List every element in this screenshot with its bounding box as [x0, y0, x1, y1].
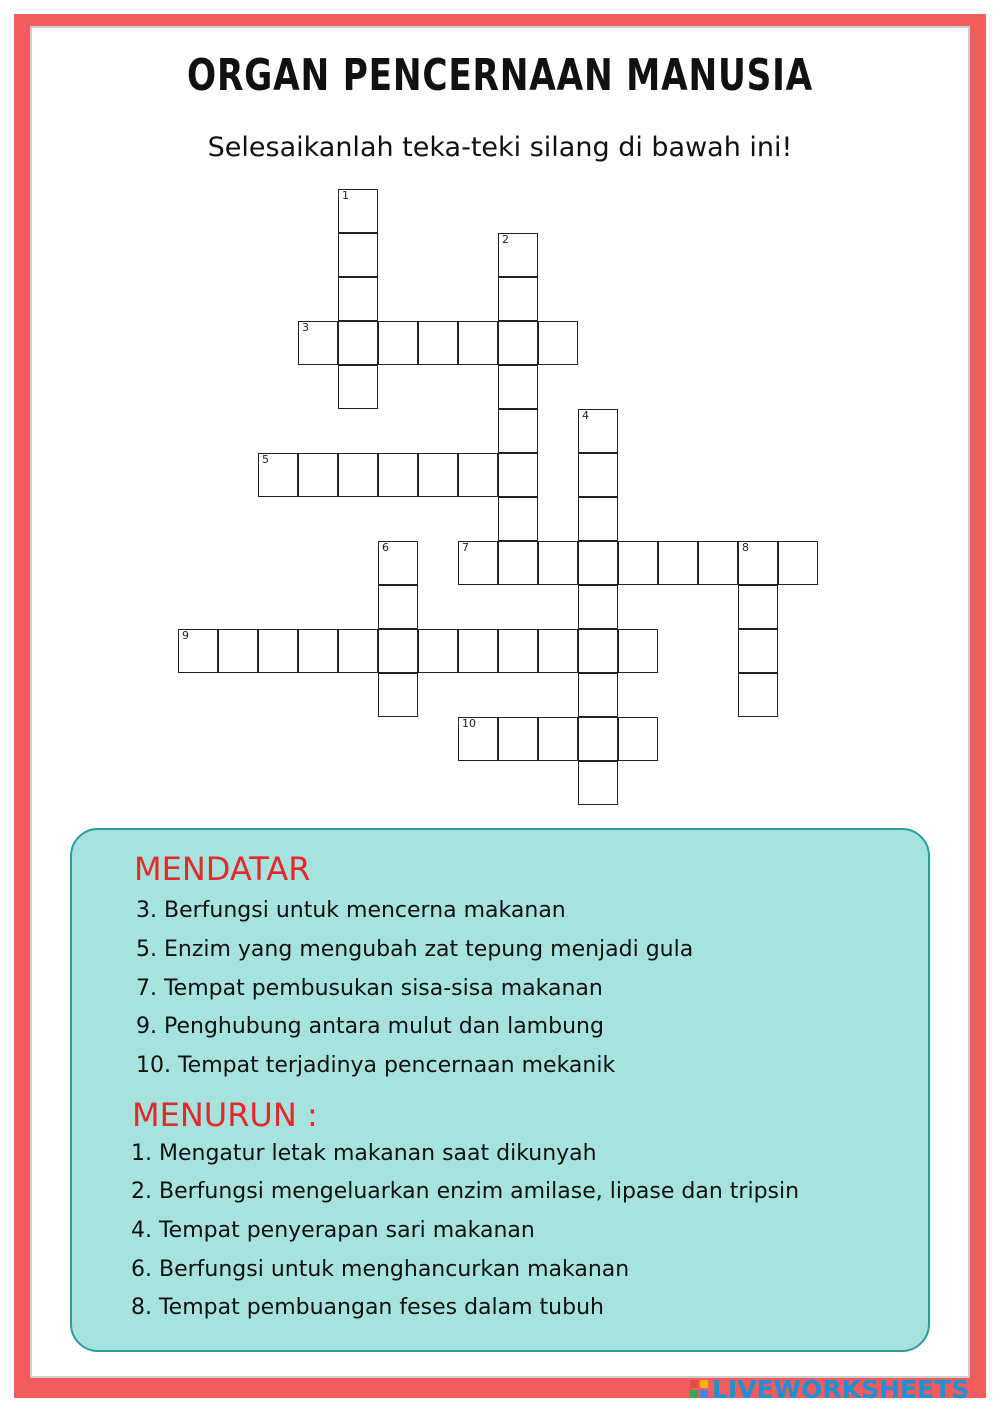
cell-number: 2 — [502, 233, 509, 246]
crossword-cell[interactable] — [578, 629, 618, 673]
crossword-cell[interactable] — [578, 541, 618, 585]
across-clue-7: 7. Tempat pembusukan sisa-sisa makanan — [136, 976, 603, 1001]
across-clue-5: 5. Enzim yang mengubah zat tepung menjadi gula — [136, 937, 694, 962]
crossword-cell[interactable] — [578, 717, 618, 761]
crossword-cell[interactable] — [578, 673, 618, 717]
crossword-cell[interactable] — [498, 233, 538, 277]
crossword-cell[interactable] — [498, 497, 538, 541]
crossword-cell[interactable] — [498, 541, 538, 585]
crossword-cell[interactable] — [378, 673, 418, 717]
cell-number: 1 — [342, 189, 349, 202]
crossword-cell[interactable] — [338, 365, 378, 409]
crossword-cell[interactable] — [498, 453, 538, 497]
crossword-cell[interactable] — [418, 629, 458, 673]
crossword-cell[interactable] — [738, 629, 778, 673]
crossword-cell[interactable] — [338, 277, 378, 321]
crossword-cell[interactable] — [218, 629, 258, 673]
crossword-cell[interactable] — [378, 585, 418, 629]
crossword-cell[interactable] — [738, 585, 778, 629]
crossword-cell[interactable] — [338, 453, 378, 497]
crossword-cell[interactable] — [458, 541, 498, 585]
crossword-cell[interactable] — [258, 629, 298, 673]
liveworksheets-logo-icon — [690, 1380, 708, 1398]
crossword-cell[interactable] — [538, 717, 578, 761]
down-clue-6: 6. Berfungsi untuk menghancurkan makanan — [131, 1257, 630, 1282]
crossword-cell[interactable] — [618, 717, 658, 761]
crossword-cell[interactable] — [458, 321, 498, 365]
crossword-cell[interactable] — [778, 541, 818, 585]
crossword-cell[interactable] — [538, 629, 578, 673]
down-clue-4: 4. Tempat penyerapan sari makanan — [131, 1218, 535, 1243]
across-clue-10: 10. Tempat terjadinya pencernaan mekanik — [136, 1053, 616, 1078]
cell-number: 8 — [742, 541, 749, 554]
crossword-cell[interactable] — [578, 453, 618, 497]
crossword-cell[interactable] — [738, 673, 778, 717]
crossword-cell[interactable] — [298, 453, 338, 497]
crossword-cell[interactable] — [258, 453, 298, 497]
crossword-cell[interactable] — [498, 321, 538, 365]
crossword-cell[interactable] — [498, 409, 538, 453]
crossword-cell[interactable] — [738, 541, 778, 585]
crossword-cell[interactable] — [458, 717, 498, 761]
crossword-cell[interactable] — [338, 321, 378, 365]
down-clue-8: 8. Tempat pembuangan feses dalam tubuh — [131, 1295, 604, 1320]
crossword-cell[interactable] — [498, 277, 538, 321]
crossword-cell[interactable] — [498, 365, 538, 409]
liveworksheets-logo[interactable] — [690, 1372, 969, 1406]
crossword-cell[interactable] — [658, 541, 698, 585]
cell-number: 5 — [262, 453, 269, 466]
crossword-cell[interactable] — [498, 629, 538, 673]
cell-number: 4 — [582, 409, 589, 422]
crossword-cell[interactable] — [378, 453, 418, 497]
down-heading: MENURUN : — [132, 1096, 318, 1134]
crossword-cell[interactable] — [338, 233, 378, 277]
crossword-cell[interactable] — [378, 541, 418, 585]
crossword-cell[interactable] — [458, 453, 498, 497]
crossword-cell[interactable] — [538, 321, 578, 365]
crossword-cell[interactable] — [578, 761, 618, 805]
cell-number: 3 — [302, 321, 309, 334]
crossword-cell[interactable] — [458, 629, 498, 673]
crossword-cell[interactable] — [498, 717, 538, 761]
down-clue-1: 1. Mengatur letak makanan saat dikunyah — [131, 1141, 597, 1166]
across-clue-9: 9. Penghubung antara mulut dan lambung — [136, 1014, 604, 1039]
crossword-cell[interactable] — [578, 409, 618, 453]
cell-number: 9 — [182, 629, 189, 642]
crossword-cell[interactable] — [298, 321, 338, 365]
page-title: ORGAN PENCERNAAN MANUSIA — [187, 50, 813, 101]
brand-name: LIVEWORKSHEETS — [712, 1374, 970, 1404]
across-heading: MENDATAR — [134, 850, 311, 888]
crossword-cell[interactable] — [538, 541, 578, 585]
crossword-cell[interactable] — [618, 629, 658, 673]
down-clue-2: 2. Berfungsi mengeluarkan enzim amilase, lipase dan tripsin — [131, 1179, 800, 1204]
crossword-cell[interactable] — [418, 321, 458, 365]
crossword-cell[interactable] — [578, 585, 618, 629]
crossword-cell[interactable] — [578, 497, 618, 541]
cell-number: 7 — [462, 541, 469, 554]
crossword-cell[interactable] — [298, 629, 338, 673]
crossword-cell[interactable] — [418, 453, 458, 497]
crossword-cell[interactable] — [618, 541, 658, 585]
cell-number: 6 — [382, 541, 389, 554]
cell-number: 10 — [462, 717, 476, 730]
crossword-cell[interactable] — [378, 321, 418, 365]
crossword-cell[interactable] — [338, 189, 378, 233]
page-subtitle: Selesaikanlah teka-teki silang di bawah ini! — [207, 132, 793, 163]
crossword-cell[interactable] — [338, 629, 378, 673]
crossword-cell[interactable] — [698, 541, 738, 585]
across-clue-3: 3. Berfungsi untuk mencerna makanan — [136, 898, 566, 923]
crossword-cell[interactable] — [178, 629, 218, 673]
crossword-cell[interactable] — [378, 629, 418, 673]
